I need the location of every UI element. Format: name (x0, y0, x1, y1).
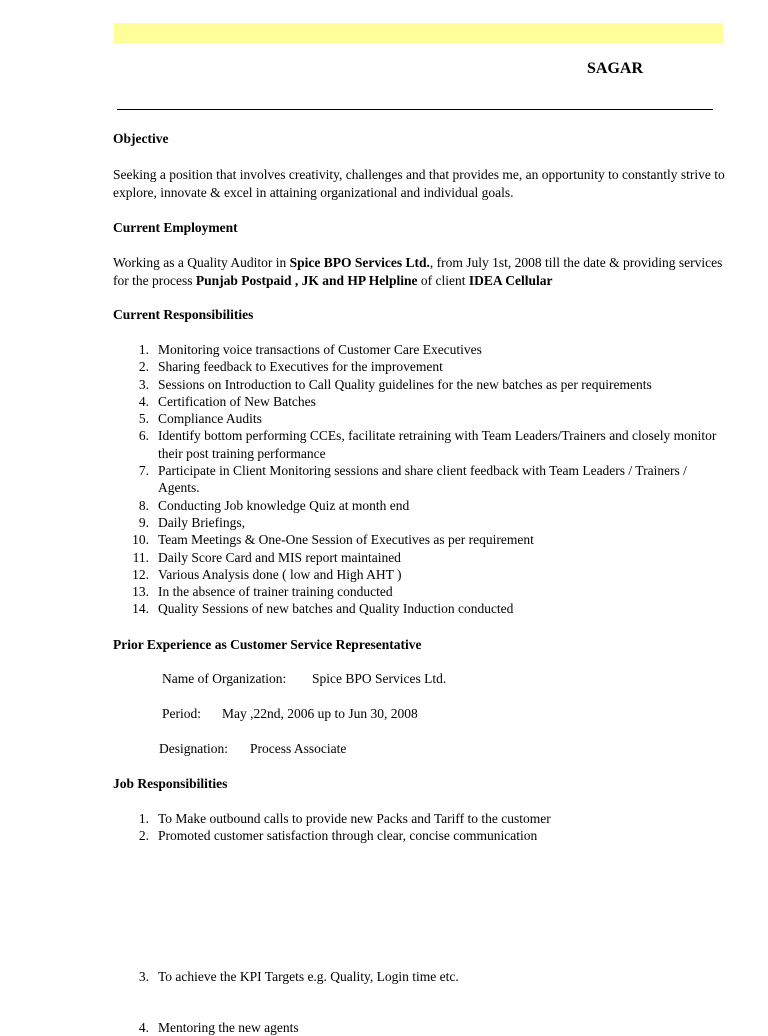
list-item (113, 549, 723, 566)
current-responsibilities-heading: Current Responsibilities (113, 307, 254, 322)
list-item (113, 427, 723, 462)
list-item-text: Mentoring the new agents (158, 1020, 299, 1035)
list-item-text: In the absence of trainer training conducted (158, 584, 393, 600)
list-item-text: Sessions on Introduction to Call Quality guidelines for the new batches as per requirements (158, 376, 652, 392)
job-responsibilities-list-continued (113, 968, 723, 1036)
job-responsibilities-list (113, 810, 723, 845)
employer-name: Spice BPO Services Ltd. (289, 255, 430, 270)
list-item (113, 827, 723, 844)
list-item-text: Daily Briefings, (158, 514, 245, 530)
list-item-text: Certification of New Batches (158, 393, 316, 409)
list-item-text: Various Analysis done ( low and High AHT ) (158, 566, 402, 582)
list-item (113, 600, 723, 617)
list-item (113, 1019, 723, 1036)
list-item-number: 5. (138, 411, 149, 427)
process-name: Punjab Postpaid , JK and HP Helpline (195, 273, 418, 288)
org-label: Name of Organization: (162, 671, 287, 686)
list-item (113, 531, 723, 548)
list-item-text: Promoted customer satisfaction through clear, concise communication (158, 828, 538, 844)
list-item-number: 4. (138, 393, 149, 409)
objective-text: Seeking a position that involves creativity, challenges and that provides me, an opportunity to constantly strive to explore, innovate & excel in attaining organizational and individual goals. (113, 167, 725, 200)
list-item-text: Sharing feedback to Executives for the improvement (158, 359, 443, 375)
employment-text-part: , from July 1st, 2008 till the date & providing services for the process (113, 255, 723, 288)
list-item-text: Daily Score Card and MIS report maintained (158, 549, 401, 565)
list-item (113, 497, 723, 514)
list-item-number: 13. (132, 584, 149, 600)
list-item-text: Participate in Client Monitoring sessions and share client feedback with Team Leaders / Trainers / Agents. (158, 463, 687, 496)
list-item-text: Conducting Job knowledge Quiz at month end (158, 497, 410, 513)
list-item-text: Compliance Audits (158, 411, 262, 427)
employment-text-part: of client (417, 273, 469, 288)
designation-value: Process Associate (250, 741, 347, 756)
list-item (113, 566, 723, 583)
list-item (113, 341, 723, 358)
list-item (113, 462, 723, 497)
list-item (113, 514, 723, 531)
list-item-number: 9. (138, 514, 149, 530)
period-value: May ,22nd, 2006 up to Jun 30, 2008 (222, 706, 418, 721)
list-item (113, 810, 723, 827)
list-item (113, 358, 723, 375)
list-item-text: Monitoring voice transactions of Customer Care Executives (158, 342, 482, 357)
list-item-number: 8. (138, 497, 149, 513)
list-item-number: 3. (138, 376, 149, 392)
current-employment-text (113, 254, 733, 290)
list-item-text: To achieve the KPI Targets e.g. Quality, Login time etc. (158, 969, 459, 984)
org-row (162, 671, 446, 687)
list-item-number: 12. (132, 566, 149, 582)
candidate-name: SAGAR (587, 60, 644, 77)
list-item (113, 393, 723, 410)
list-item-number: 7. (138, 463, 149, 479)
header-rule (117, 109, 713, 110)
list-item-number: 14. (132, 601, 149, 617)
list-item-text: Identify bottom performing CCEs, facilitate retraining with Team Leaders/Trainers and closely monitor their post training performance (158, 428, 717, 461)
list-item-number: 3. (138, 969, 149, 984)
current-responsibilities-list (113, 341, 723, 618)
list-item-number: 1. (138, 811, 149, 826)
job-responsibilities-heading: Job Responsibilities (113, 776, 228, 791)
period-row (162, 706, 418, 722)
client-name: IDEA Cellular (468, 273, 553, 288)
employment-text-part: Working as a Quality Auditor in (113, 255, 290, 270)
list-item (113, 410, 723, 427)
current-employment-heading: Current Employment (113, 220, 238, 235)
period-label: Period: (162, 706, 201, 721)
list-item (113, 376, 723, 393)
designation-label: Designation: (159, 741, 228, 756)
list-item-text: Quality Sessions of new batches and Quality Induction conducted (158, 601, 514, 617)
list-item-number: 1. (138, 342, 149, 357)
org-value: Spice BPO Services Ltd. (312, 671, 447, 686)
list-item-number: 2. (138, 828, 149, 844)
list-item (113, 968, 723, 985)
highlight-bar (114, 23, 723, 43)
list-item-number: 6. (138, 428, 149, 444)
prior-experience-heading: Prior Experience as Customer Service Representative (113, 637, 422, 652)
list-item-number: 2. (138, 359, 149, 375)
list-item-number: 10. (132, 532, 149, 548)
objective-heading: Objective (113, 131, 169, 146)
list-item-number: 4. (138, 1020, 149, 1035)
list-item (113, 583, 723, 600)
list-item-text: To Make outbound calls to provide new Packs and Tariff to the customer (158, 811, 551, 826)
list-item-text: Team Meetings & One-One Session of Executives as per requirement (158, 532, 534, 548)
designation-row (159, 741, 346, 757)
list-item-number: 11. (132, 549, 149, 565)
